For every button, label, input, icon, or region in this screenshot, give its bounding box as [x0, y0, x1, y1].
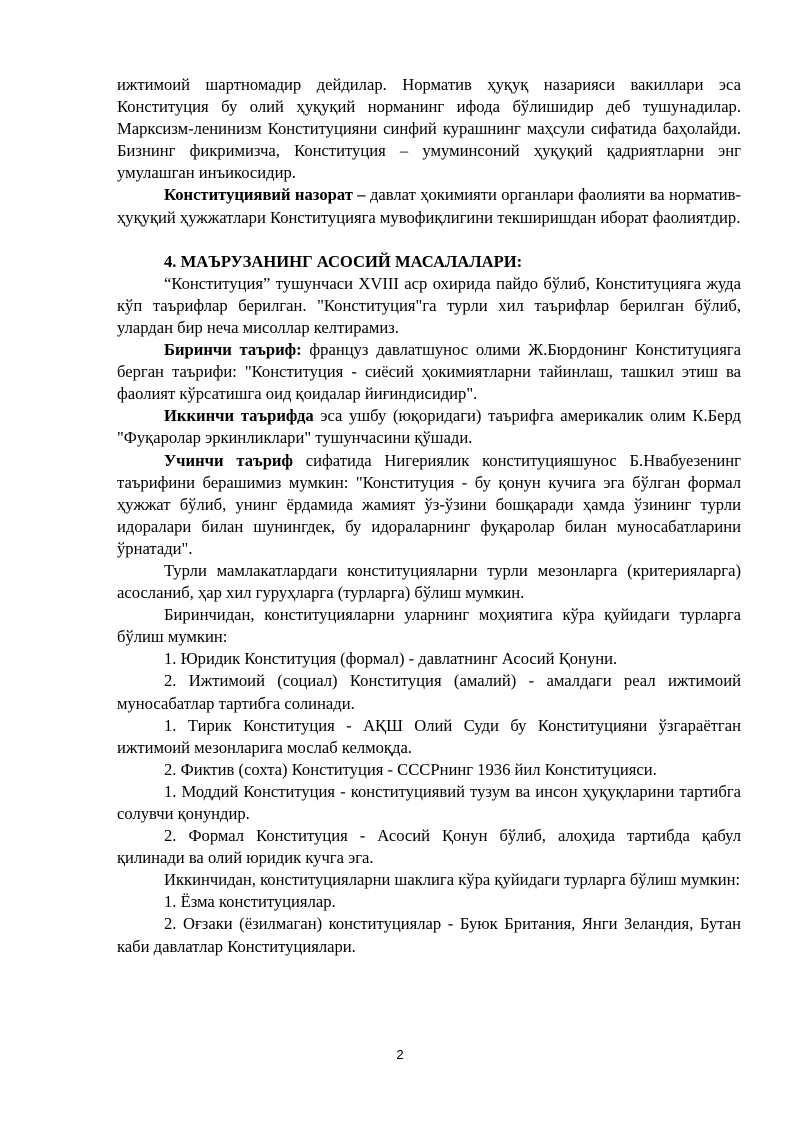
- definition-text: француз давлатшунос олими Ж.Бюрдонинг Конституцияга берган таърифи: "Конституция - сиёсий ҳокимиятларни тайинлаш, ташкил этиш ва фаолият кўрсатишга оид қоидалар йиғиндисидир".: [117, 340, 741, 404]
- paragraph-constitution-concept: “Конституция” тушунчаси XVIII аср охирида пайдо бўлиб, Конституцияга жуда кўп таърифлар берилган. "Конституция"га турли хил таърифлар берилган бўлиб, улардан бир неча мисоллар келтирамиз.: [117, 273, 741, 337]
- page-number: 2: [396, 1047, 404, 1062]
- paragraph-first-definition: [117, 339, 741, 405]
- list-item: 2. Формал Конституция - Асосий Қонун бўлиб, алоҳида тартибда қабул қилинади ва олий юридик кучга эга.: [117, 826, 741, 868]
- paragraph-second-definition: [117, 405, 741, 449]
- paragraph-second-criterion: Иккинчидан, конституцияларни шаклига кўра қуйидаги турларга бўлиш мумкин:: [164, 870, 741, 890]
- list-item: 1. Моддий Конституция - конституциявий тузум ва инсон ҳуқуқларини тартибга солувчи қонундир.: [117, 781, 741, 823]
- spacer: [117, 229, 741, 251]
- document-page: [117, 74, 741, 958]
- section-heading: 4. МАЪРУЗАНИНГ АСОСИЙ МАСАЛАЛАРИ:: [164, 251, 523, 271]
- definition-text: сифатида Нигериялик конституцияшунос Б.Нвабуезенинг таърифини берашимиз мумкин: "Конституция - бу қонун кучига эга бўлган формал ҳужжат бўлиб, унинг ёрдамида жамият ўз-ўзини бошқаради ҳамда ўзининг турли идоралари билан шунингдек, бу идораларнинг фуқаролар билан муносабатларини ўрнатади".: [117, 450, 741, 558]
- paragraph-classification: Турли мамлакатлардаги конституцияларни турли мезонларга (критерияларга) асосланиб, ҳар хил гуруҳларга (турларга) бўлиш мумкин.: [117, 560, 741, 603]
- paragraph-social-contract: ижтимоий шартномадир дейдилар. Норматив ҳуқуқ назарияси вакиллари эса Конституция бу олий ҳуқуқий норманинг ифода бўлишидир деб тушунадилар. Марксизм-ленинизм Конституцияни синфий курашнинг маҳсули сифатида баҳолайди. Бизнинг фикримизча, Конституция – умуминсоний ҳуқуқий қадриятларни энг умулашган инъикосидир.: [117, 75, 741, 183]
- term-second-definition: Иккинчи таърифда: [164, 406, 314, 426]
- paragraph-constitutional-control: [117, 184, 741, 228]
- list-item: 1. Тирик Конституция - АҚШ Олий Суди бу Конституцияни ўзгараётган ижтимоий мезонларига мослаб келмоқда.: [117, 715, 741, 757]
- list-item: 2. Оғзаки (ёзилмаган) конституциялар - Буюк Британия, Янги Зеландия, Бутан каби давлатлар Конституциялари.: [117, 914, 741, 956]
- list-item: 1. Юридик Конституция (формал) - давлатнинг Асосий Қонуни.: [164, 649, 618, 669]
- definition-text: эса ушбу (юқоридаги) таърифга америкалик олим К.Берд "Фуқаролар эркинликлари" тушунчасини қўшади.: [117, 406, 742, 448]
- list-item: 2. Фиктив (сохта) Конституция - СССРнинг 1936 йил Конституцияси.: [164, 759, 657, 779]
- paragraph-first-criterion: Биринчидан, конституцияларни уларнинг моҳиятига кўра қуйидаги турларга бўлиш мумкин:: [117, 605, 741, 647]
- term-first-definition: Биринчи таъриф:: [164, 340, 302, 360]
- list-item: 2. Ижтимоий (социал) Конституция (амалий) - амалдаги реал ижтимоий муносабатлар тартибга солинади.: [117, 671, 741, 713]
- paragraph-third-definition: [117, 450, 741, 560]
- term-constitutional-control: Конституциявий назорат –: [164, 185, 366, 205]
- term-third-definition: Учинчи таъриф: [164, 450, 293, 470]
- definition-text: давлат ҳокимияти органлари фаолияти ва норматив-ҳуқуқий ҳужжатлари Конституцияга мувофиқлигини текширишдан иборат фаолиятдир.: [117, 185, 741, 227]
- list-item: 1. Ёзма конституциялар.: [164, 892, 336, 912]
